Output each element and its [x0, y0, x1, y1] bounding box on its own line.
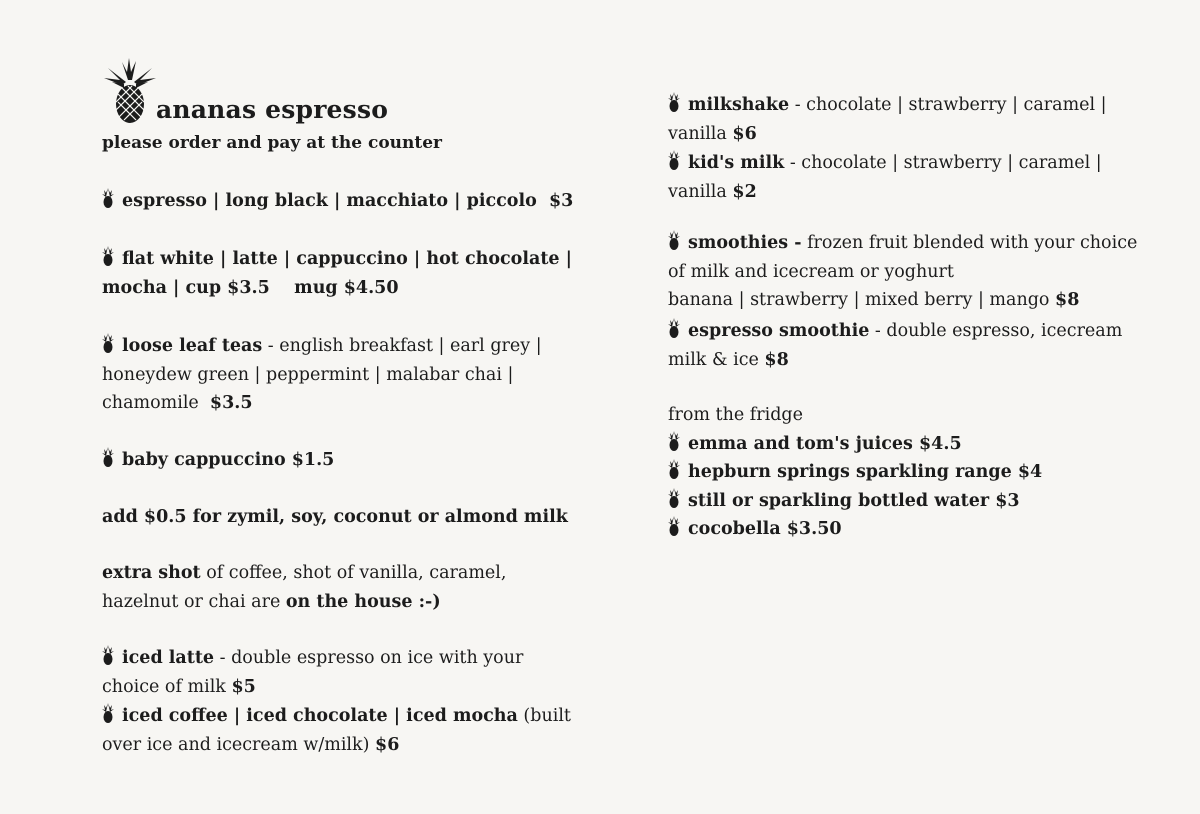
extra-line1: of coffee, shot of vanilla, caramel, [200, 563, 507, 583]
kids-milk-line2: vanilla [668, 181, 733, 202]
fridge-section [668, 401, 1042, 544]
kids-milk-price: $2 [732, 181, 757, 202]
iced-latte-line2: choice of milk [102, 676, 232, 697]
menu-item-iced-coffee [102, 702, 571, 759]
smoothies-line3: banana | strawberry | mixed berry | mango [668, 290, 1056, 310]
espresso-smoothie-price: $8 [764, 349, 789, 370]
extra-shot-note [102, 559, 506, 616]
milkshake-line1: - chocolate | strawberry | caramel | [789, 95, 1107, 115]
teas-line1: - english breakfast | earl grey | [262, 336, 542, 356]
smoothies-line1: frozen fruit blended with your choice [801, 233, 1138, 253]
fridge-item: cocobella $3.50 [688, 519, 842, 539]
kids-milk-line1: - chocolate | strawberry | caramel | [784, 153, 1102, 173]
milkshake-price: $6 [732, 123, 757, 144]
pineapple-bullet-icon [102, 447, 114, 467]
menu-item-kids-milk [668, 149, 1102, 206]
menu-item-teas [102, 332, 542, 418]
pineapple-logo-icon [102, 58, 158, 128]
tagline: please order and pay at the counter [102, 133, 442, 153]
pineapple-bullet-icon [102, 703, 114, 723]
menu-item-coffee [102, 187, 573, 216]
teas-price: $3.5 [209, 393, 253, 413]
pineapple-bullet-icon [668, 516, 680, 536]
brand-name: ananas espresso [156, 95, 389, 124]
fridge-item: still or sparkling bottled water $3 [688, 490, 1020, 511]
add-milk-note [102, 503, 568, 532]
milkshake-title: milkshake [688, 95, 790, 115]
smoothies-line2: of milk and icecream or yoghurt [668, 261, 954, 282]
pineapple-bullet-icon [102, 246, 114, 266]
espresso-smoothie-line1: - double espresso, icecream [869, 321, 1123, 341]
coffee-price: $3 [549, 191, 574, 211]
pineapple-bullet-icon [668, 92, 680, 112]
iced-latte-line1: - double espresso on ice with your [214, 648, 524, 668]
smoothies-price: $8 [1055, 290, 1080, 310]
extra-emph: on the house :-) [285, 591, 441, 612]
teas-line3: chamomile [102, 393, 199, 413]
pineapple-bullet-icon [668, 431, 680, 451]
milk-coffee-line2b: mug $4.50 [294, 277, 399, 298]
pineapple-bullet-icon [102, 333, 114, 353]
iced-coffee-line1: (built [517, 706, 571, 726]
milk-coffee-line2a: mocha | cup $3.5 [102, 277, 270, 298]
iced-latte-title: iced latte [122, 648, 215, 668]
pineapple-bullet-icon [668, 459, 680, 479]
menu-item-espresso-smoothie [668, 317, 1122, 374]
pineapple-bullet-icon [102, 188, 114, 208]
espresso-smoothie-title: espresso smoothie [688, 321, 870, 341]
pineapple-bullet-icon [668, 230, 680, 250]
extra-line2: hazelnut or chai are [102, 591, 286, 612]
smoothies-title: smoothies - [688, 233, 802, 253]
pineapple-bullet-icon [102, 645, 114, 665]
teas-line2: honeydew green | peppermint | malabar chai | [102, 364, 514, 385]
menu-item-milk-coffee [102, 245, 572, 302]
menu-item-iced-latte [102, 644, 523, 701]
fridge-heading: from the fridge [668, 405, 803, 425]
extra-title: extra shot [102, 563, 201, 583]
fridge-item: emma and tom's juices $4.5 [688, 433, 962, 454]
iced-latte-price: $5 [231, 676, 256, 697]
add-milk-text: add $0.5 for zymil, soy, coconut or almond milk [102, 507, 568, 527]
kids-milk-title: kid's milk [688, 153, 785, 173]
menu-item-baby-cappuccino [102, 446, 334, 475]
coffee-items: espresso | long black | macchiato | piccolo [122, 191, 537, 211]
pineapple-bullet-icon [668, 318, 680, 338]
milk-coffee-line1: flat white | latte | cappuccino | hot chocolate | [122, 249, 572, 269]
pineapple-bullet-icon [668, 488, 680, 508]
milkshake-line2: vanilla [668, 123, 733, 144]
baby-cappuccino-text: baby cappuccino $1.5 [122, 450, 335, 470]
teas-title: loose leaf teas [122, 336, 263, 356]
iced-coffee-title: iced coffee | iced chocolate | iced mocha [122, 706, 518, 726]
menu-item-smoothies [668, 229, 1137, 315]
iced-coffee-line2: over ice and icecream w/milk) [102, 734, 376, 755]
espresso-smoothie-line2: milk & ice [668, 349, 765, 370]
iced-coffee-price: $6 [375, 734, 400, 755]
pineapple-bullet-icon [668, 150, 680, 170]
fridge-item: hepburn springs sparkling range $4 [688, 462, 1043, 482]
menu-item-milkshake [668, 91, 1107, 148]
